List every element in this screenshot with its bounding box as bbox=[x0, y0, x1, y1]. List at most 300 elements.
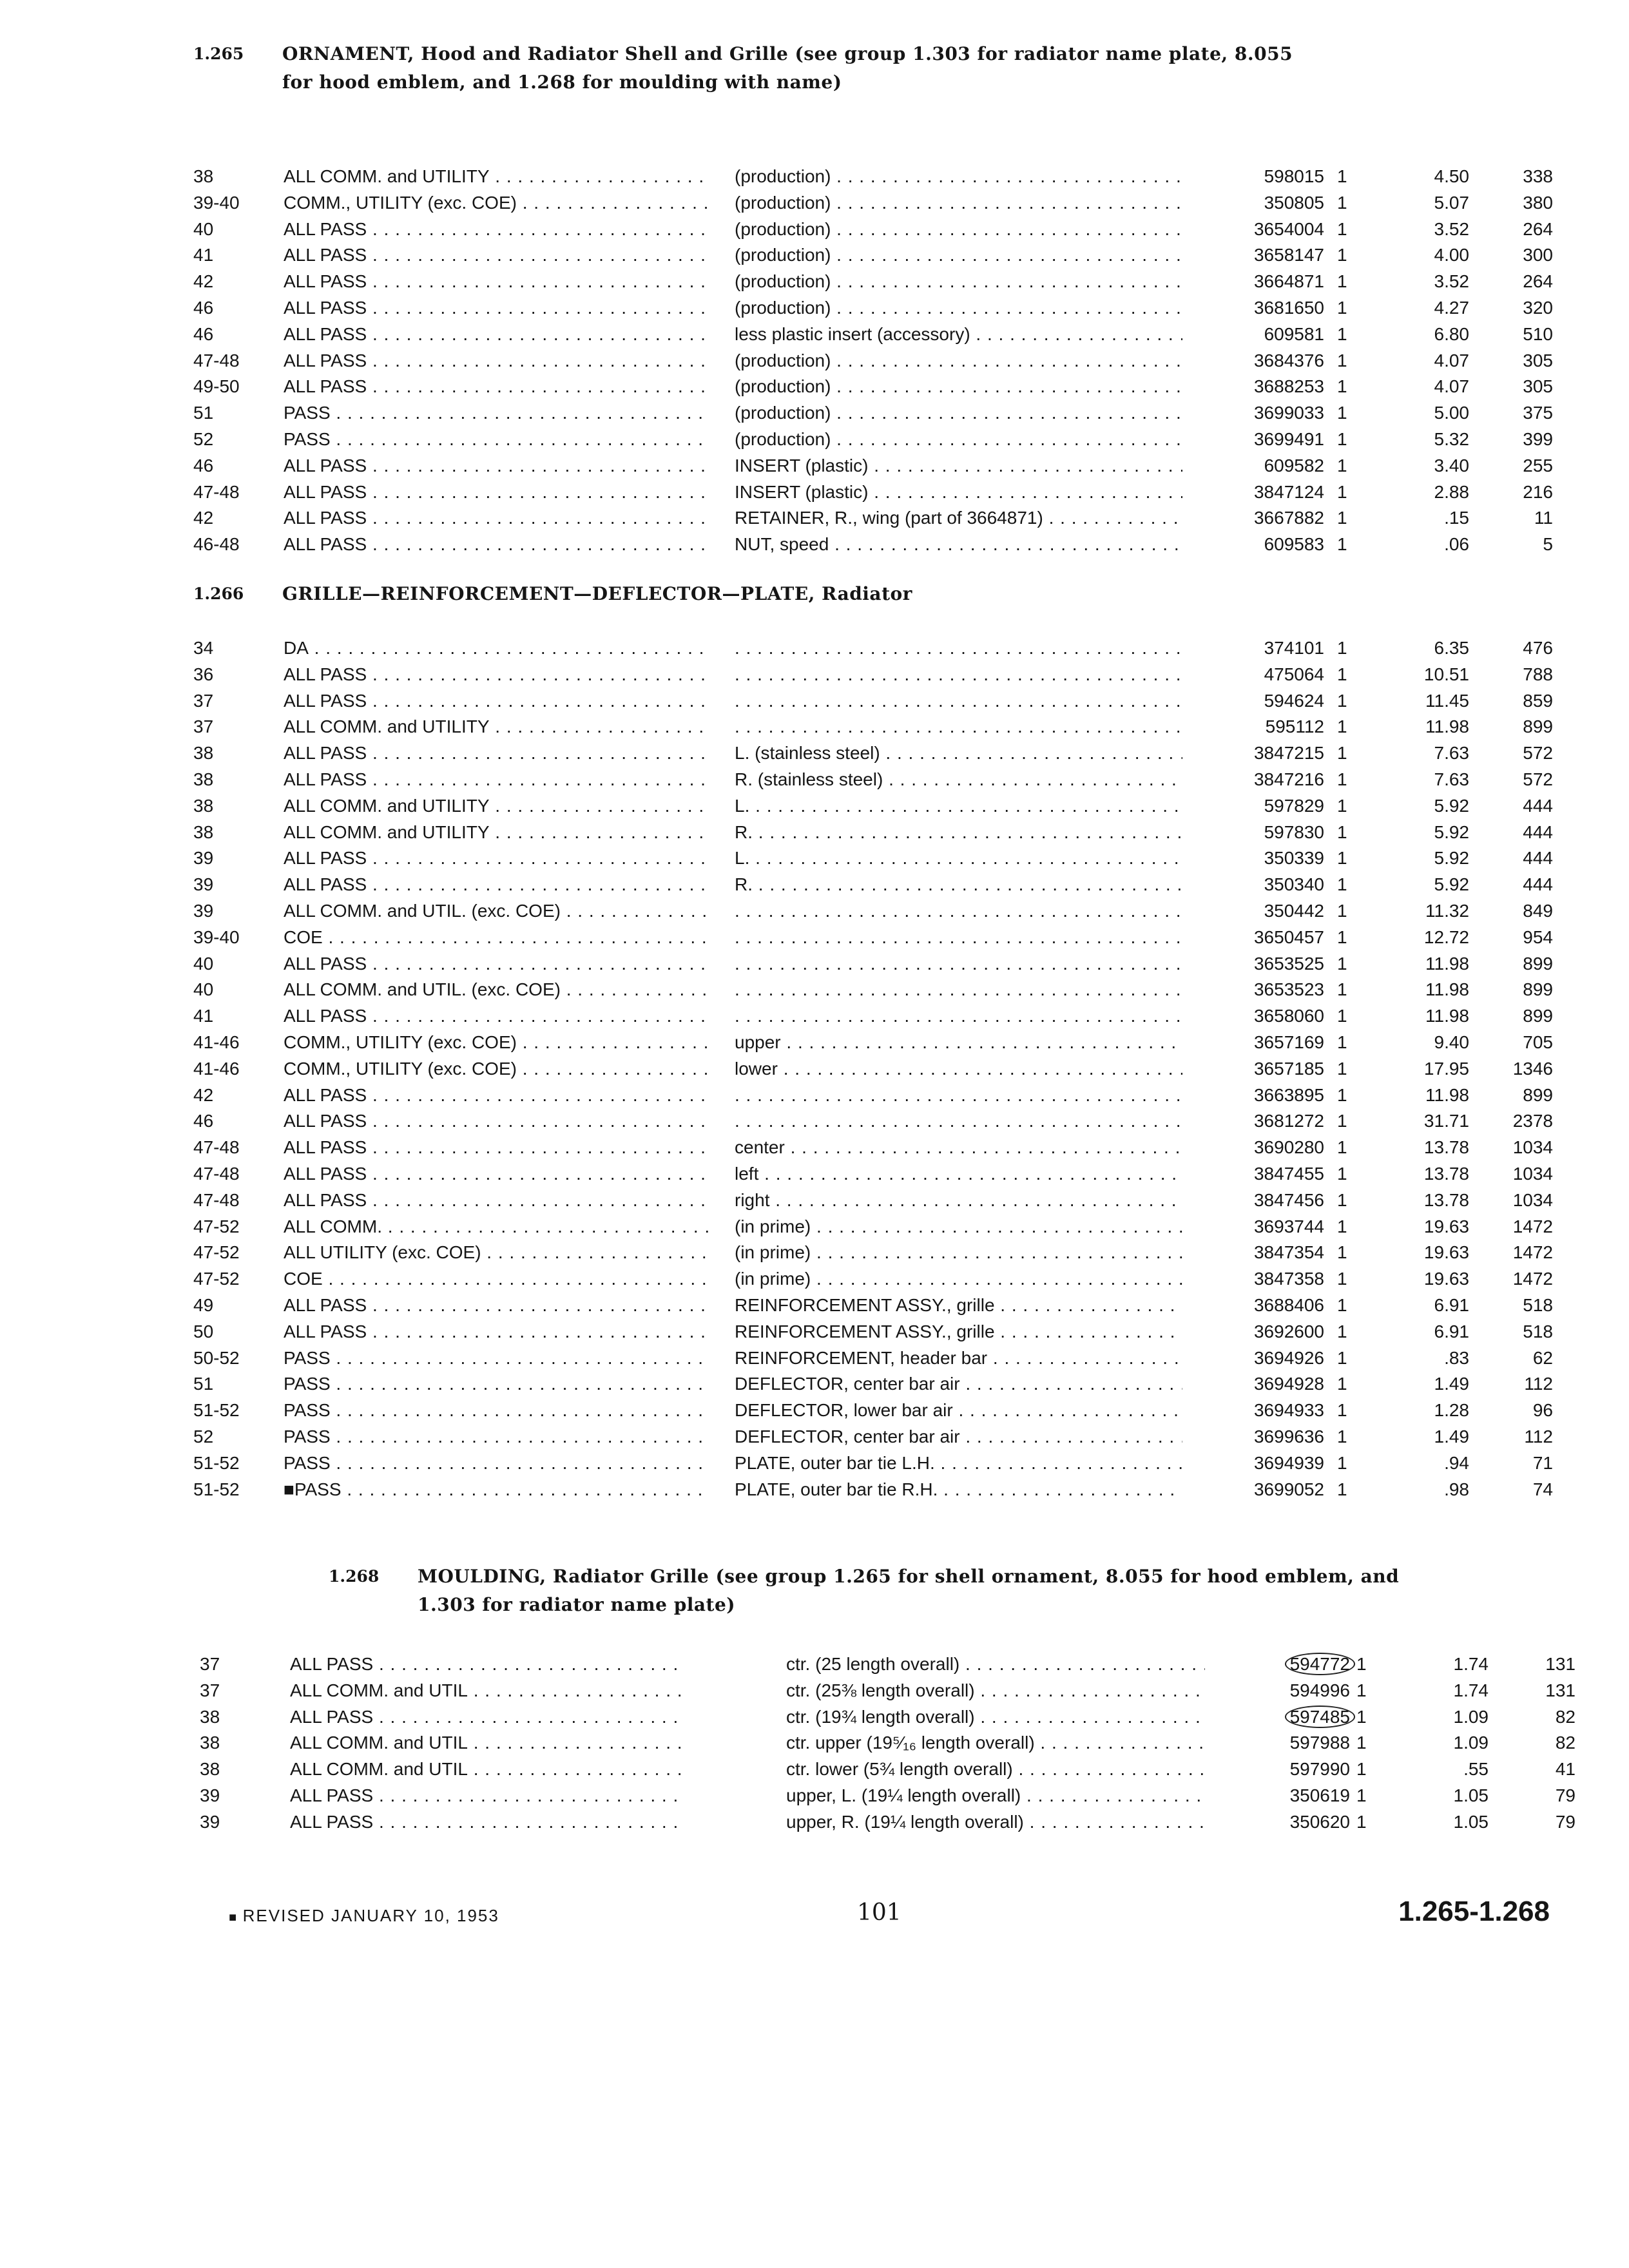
part-description: ctr. (25 length overall) . . . bbox=[786, 1651, 1205, 1678]
part-description: (production) . . . bbox=[735, 295, 1182, 322]
weight: 5 bbox=[1543, 534, 1553, 555]
table-row bbox=[193, 1266, 1553, 1293]
weight: 899 bbox=[1523, 1006, 1553, 1026]
model-year: 39 bbox=[193, 848, 214, 869]
quantity: 1 bbox=[1337, 953, 1347, 974]
model-year: 46 bbox=[193, 455, 214, 476]
model-name: COE . . . bbox=[284, 925, 709, 951]
model-year: 39 bbox=[200, 1811, 220, 1832]
model-name: ALL PASS . . . bbox=[284, 1187, 709, 1214]
part-number: 594996 bbox=[1289, 1680, 1350, 1700]
quantity: 1 bbox=[1337, 1242, 1347, 1263]
part-description bbox=[735, 925, 1182, 951]
handwritten-circle-mark: 597485 bbox=[1285, 1706, 1355, 1728]
part-number: 3653523 bbox=[1253, 979, 1324, 1000]
part-description bbox=[735, 662, 1182, 688]
part-number: 597988 bbox=[1289, 1733, 1350, 1753]
table-row bbox=[193, 872, 1553, 898]
model-name: ALL UTILITY (exc. COE) . . . bbox=[284, 1240, 709, 1266]
model-name: COMM., UTILITY (exc. COE) . . . bbox=[284, 1030, 709, 1056]
part-description: REINFORCEMENT ASSY., grille . . . bbox=[735, 1319, 1182, 1345]
table-row bbox=[193, 269, 1553, 295]
weight: 444 bbox=[1523, 795, 1553, 816]
table-row bbox=[193, 1030, 1553, 1056]
part-description: PLATE, outer bar tie L.H. . . . bbox=[735, 1450, 1182, 1477]
model-name: PASS . . . bbox=[284, 1424, 709, 1450]
list-price: .98 bbox=[1444, 1479, 1469, 1499]
section-1268 bbox=[193, 1562, 1576, 1836]
table-row bbox=[193, 242, 1553, 269]
list-price: 5.92 bbox=[1434, 822, 1469, 842]
list-price: 5.92 bbox=[1434, 848, 1469, 869]
part-number: 3847456 bbox=[1253, 1189, 1324, 1210]
list-price: 1.09 bbox=[1453, 1706, 1489, 1727]
section-number: 1.265 bbox=[193, 44, 244, 63]
list-price: 7.63 bbox=[1434, 743, 1469, 764]
quantity: 1 bbox=[1337, 690, 1347, 711]
model-year: 46 bbox=[193, 1111, 214, 1131]
part-number: 3847215 bbox=[1253, 743, 1324, 764]
quantity: 1 bbox=[1337, 1426, 1347, 1446]
weight: 899 bbox=[1523, 953, 1553, 974]
part-description: (production) . . . bbox=[735, 374, 1182, 400]
part-description: (production) . . . bbox=[735, 242, 1182, 269]
section-heading bbox=[193, 40, 1313, 97]
part-description: ctr. (19¾ length overall) . . . bbox=[786, 1704, 1205, 1731]
list-price: 6.91 bbox=[1434, 1294, 1469, 1315]
table-row bbox=[193, 1371, 1553, 1398]
section-heading bbox=[193, 580, 1313, 608]
weight: 788 bbox=[1523, 664, 1553, 684]
part-number: 595112 bbox=[1265, 716, 1324, 737]
weight: 82 bbox=[1555, 1706, 1576, 1727]
model-year: 39 bbox=[193, 874, 214, 895]
weight: 476 bbox=[1523, 638, 1553, 658]
table-row bbox=[193, 374, 1553, 400]
model-name: PASS . . . bbox=[284, 400, 709, 427]
model-name: ALL PASS . . . bbox=[284, 845, 709, 872]
model-year: 37 bbox=[193, 690, 214, 711]
list-price: .06 bbox=[1444, 534, 1469, 555]
list-price: 1.05 bbox=[1453, 1785, 1489, 1805]
part-number: 3692600 bbox=[1253, 1321, 1324, 1341]
quantity: 1 bbox=[1337, 1294, 1347, 1315]
table-row bbox=[193, 1319, 1553, 1345]
list-price: 1.49 bbox=[1434, 1426, 1469, 1446]
model-year: 38 bbox=[200, 1706, 220, 1727]
table-row bbox=[193, 635, 1553, 662]
model-name: ALL PASS . . . bbox=[284, 688, 709, 715]
model-name: ALL PASS . . . bbox=[284, 872, 709, 898]
list-price: 31.71 bbox=[1423, 1111, 1469, 1131]
model-year: 37 bbox=[200, 1680, 220, 1700]
list-price: 5.07 bbox=[1434, 192, 1469, 213]
part-number: 3699491 bbox=[1253, 428, 1324, 449]
weight: 79 bbox=[1555, 1811, 1576, 1832]
quantity: 1 bbox=[1337, 534, 1347, 555]
part-number: 3847455 bbox=[1253, 1163, 1324, 1184]
table-row bbox=[193, 400, 1553, 427]
list-price: 11.98 bbox=[1425, 716, 1469, 737]
quantity: 1 bbox=[1337, 795, 1347, 816]
weight: 444 bbox=[1523, 822, 1553, 842]
quantity: 1 bbox=[1337, 822, 1347, 842]
model-year: 38 bbox=[193, 166, 214, 186]
quantity: 1 bbox=[1337, 1400, 1347, 1421]
part-number: 3688253 bbox=[1253, 376, 1324, 397]
part-number bbox=[1221, 1704, 1350, 1731]
model-year: 41 bbox=[193, 1006, 214, 1026]
list-price: 3.52 bbox=[1434, 271, 1469, 292]
quantity: 1 bbox=[1337, 428, 1347, 449]
part-description: L. . . . bbox=[735, 793, 1182, 820]
model-name: DA . . . bbox=[284, 635, 709, 662]
model-name: ALL PASS . . . bbox=[284, 1108, 709, 1135]
model-name: ALL PASS . . . bbox=[284, 532, 709, 558]
part-number: 3658060 bbox=[1253, 1006, 1324, 1026]
list-price: 11.98 bbox=[1425, 1006, 1469, 1026]
list-price: 11.98 bbox=[1425, 1084, 1469, 1105]
quantity: 1 bbox=[1337, 1347, 1347, 1368]
part-number: 350619 bbox=[1289, 1785, 1350, 1805]
page-number: 101 bbox=[857, 1899, 901, 1926]
weight: 705 bbox=[1523, 1032, 1553, 1052]
model-name: ALL PASS . . . bbox=[284, 295, 709, 322]
quantity: 1 bbox=[1337, 376, 1347, 397]
list-price: 5.00 bbox=[1434, 403, 1469, 423]
model-year: 42 bbox=[193, 508, 214, 528]
part-description: (production) . . . bbox=[735, 216, 1182, 243]
handwritten-circle-mark: 594772 bbox=[1285, 1653, 1355, 1675]
part-number: 609581 bbox=[1264, 323, 1324, 344]
quantity: 1 bbox=[1356, 1733, 1367, 1753]
part-number: 475064 bbox=[1264, 664, 1324, 684]
part-description: ctr. lower (5¾ length overall) . . . bbox=[786, 1756, 1205, 1783]
table-row bbox=[200, 1783, 1576, 1809]
table-row bbox=[193, 740, 1553, 767]
table-row bbox=[193, 898, 1553, 925]
table-row bbox=[193, 1424, 1553, 1450]
weight: 305 bbox=[1523, 350, 1553, 370]
part-description bbox=[735, 1082, 1182, 1109]
model-name: ALL PASS . . . bbox=[284, 767, 709, 793]
model-name: PASS . . . bbox=[284, 427, 709, 453]
part-number: 3688406 bbox=[1253, 1294, 1324, 1315]
part-description: DEFLECTOR, center bar air . . . bbox=[735, 1424, 1182, 1450]
model-name: PASS . . . bbox=[284, 1345, 709, 1372]
model-year: 38 bbox=[200, 1759, 220, 1780]
part-description: center . . . bbox=[735, 1135, 1182, 1161]
list-price: 9.40 bbox=[1434, 1032, 1469, 1052]
table-row bbox=[193, 845, 1553, 872]
quantity: 1 bbox=[1337, 769, 1347, 789]
part-number: 3847354 bbox=[1253, 1242, 1324, 1263]
part-number: 3690280 bbox=[1253, 1137, 1324, 1158]
model-name: ALL PASS . . . bbox=[284, 1161, 709, 1187]
model-year: 41 bbox=[193, 245, 214, 265]
quantity: 1 bbox=[1337, 245, 1347, 265]
part-description: RETAINER, R., wing (part of 3664871) . . . bbox=[735, 505, 1182, 532]
part-description: upper, L. (19¼ length overall) . . . bbox=[786, 1783, 1205, 1809]
part-number: 350339 bbox=[1264, 848, 1324, 869]
model-year: 39-40 bbox=[193, 927, 240, 947]
list-price: .15 bbox=[1444, 508, 1469, 528]
model-year: 47-48 bbox=[193, 350, 240, 370]
model-year: 37 bbox=[200, 1654, 220, 1674]
part-number: 3847358 bbox=[1253, 1269, 1324, 1289]
weight: 380 bbox=[1523, 192, 1553, 213]
part-description: ctr. upper (19⁵⁄₁₆ length overall) . . . bbox=[786, 1730, 1205, 1756]
weight: 112 bbox=[1524, 1374, 1553, 1394]
table-row bbox=[193, 1056, 1553, 1082]
model-name: ALL COMM. and UTIL. (exc. COE) . . . bbox=[284, 898, 709, 925]
table-row bbox=[193, 793, 1553, 820]
weight: 62 bbox=[1532, 1347, 1553, 1368]
list-price: 1.49 bbox=[1434, 1374, 1469, 1394]
list-price: 13.78 bbox=[1423, 1189, 1469, 1210]
part-description: R. . . . bbox=[735, 820, 1182, 846]
list-price: 11.32 bbox=[1425, 900, 1469, 921]
model-name: PASS . . . bbox=[284, 1371, 709, 1398]
part-description bbox=[735, 714, 1182, 740]
list-price: 3.52 bbox=[1434, 218, 1469, 239]
quantity: 1 bbox=[1337, 900, 1347, 921]
list-price: .83 bbox=[1444, 1347, 1469, 1368]
weight: 41 bbox=[1555, 1759, 1576, 1780]
quantity: 1 bbox=[1337, 481, 1347, 502]
table-row bbox=[193, 714, 1553, 740]
model-year: 47-48 bbox=[193, 1137, 240, 1158]
part-number: 3699033 bbox=[1253, 403, 1324, 423]
part-number: 350620 bbox=[1289, 1811, 1350, 1832]
part-description bbox=[735, 977, 1182, 1003]
weight: 1034 bbox=[1512, 1189, 1553, 1210]
quantity: 1 bbox=[1337, 1111, 1347, 1131]
table-row bbox=[193, 453, 1553, 479]
weight: 264 bbox=[1523, 271, 1553, 292]
list-price: 2.88 bbox=[1434, 481, 1469, 502]
list-price: .55 bbox=[1463, 1759, 1489, 1780]
model-year: 51 bbox=[193, 1374, 214, 1394]
table-row bbox=[200, 1678, 1576, 1704]
weight: 899 bbox=[1523, 1084, 1553, 1105]
part-number: 3694928 bbox=[1253, 1374, 1324, 1394]
list-price: 5.92 bbox=[1434, 874, 1469, 895]
part-description bbox=[735, 1003, 1182, 1030]
section-number: 1.266 bbox=[193, 584, 244, 603]
list-price: 10.51 bbox=[1423, 664, 1469, 684]
table-row bbox=[200, 1809, 1576, 1836]
table-row bbox=[193, 348, 1553, 374]
quantity: 1 bbox=[1337, 1058, 1347, 1079]
model-year: 47-52 bbox=[193, 1216, 240, 1236]
list-price: .94 bbox=[1444, 1452, 1469, 1473]
model-name: PASS . . . bbox=[284, 1398, 709, 1424]
weight: 510 bbox=[1523, 323, 1553, 344]
table-row bbox=[193, 951, 1553, 977]
part-description: (production) . . . bbox=[735, 400, 1182, 427]
quantity: 1 bbox=[1356, 1811, 1367, 1832]
model-name: ALL PASS . . . bbox=[284, 374, 709, 400]
weight: 1346 bbox=[1512, 1058, 1553, 1079]
table-row bbox=[193, 820, 1553, 846]
part-number: 3694933 bbox=[1253, 1400, 1324, 1421]
list-price: 19.63 bbox=[1423, 1216, 1469, 1236]
quantity: 1 bbox=[1337, 927, 1347, 947]
weight: 1034 bbox=[1512, 1137, 1553, 1158]
quantity: 1 bbox=[1337, 1032, 1347, 1052]
weight: 338 bbox=[1523, 166, 1553, 186]
quantity: 1 bbox=[1337, 1321, 1347, 1341]
list-price: 4.50 bbox=[1434, 166, 1469, 186]
model-year: 46 bbox=[193, 297, 214, 318]
list-price: 1.09 bbox=[1453, 1733, 1489, 1753]
quantity: 1 bbox=[1337, 1374, 1347, 1394]
table-row bbox=[193, 479, 1553, 506]
part-number: 609582 bbox=[1264, 455, 1324, 476]
model-name: ALL PASS . . . bbox=[284, 1082, 709, 1109]
part-description: (in prime) . . . bbox=[735, 1266, 1182, 1293]
table-row bbox=[200, 1730, 1576, 1756]
part-description: DEFLECTOR, center bar air . . . bbox=[735, 1371, 1182, 1398]
section-title: GRILLE—REINFORCEMENT—DEFLECTOR—PLATE, Radiator bbox=[282, 583, 912, 604]
parts-table bbox=[193, 635, 1553, 1503]
weight: 375 bbox=[1523, 403, 1553, 423]
list-price: 5.32 bbox=[1434, 428, 1469, 449]
table-row bbox=[193, 1108, 1553, 1135]
part-description: (production) . . . bbox=[735, 269, 1182, 295]
quantity: 1 bbox=[1337, 664, 1347, 684]
part-number: 3663895 bbox=[1253, 1084, 1324, 1105]
part-description: (production) . . . bbox=[735, 190, 1182, 216]
part-number: 374101 bbox=[1264, 638, 1324, 658]
section-1266 bbox=[193, 580, 1553, 1503]
model-name: ALL PASS . . . bbox=[284, 453, 709, 479]
part-number: 350805 bbox=[1264, 192, 1324, 213]
quantity: 1 bbox=[1337, 1006, 1347, 1026]
list-price: 6.91 bbox=[1434, 1321, 1469, 1341]
weight: 518 bbox=[1523, 1321, 1553, 1341]
part-number: 3650457 bbox=[1253, 927, 1324, 947]
weight: 131 bbox=[1545, 1654, 1576, 1674]
part-description: DEFLECTOR, lower bar air . . . bbox=[735, 1398, 1182, 1424]
part-description: upper, R. (19¼ length overall) . . . bbox=[786, 1809, 1205, 1836]
model-name: ALL PASS . . . bbox=[284, 505, 709, 532]
table-row bbox=[193, 1345, 1553, 1372]
list-price: 5.92 bbox=[1434, 795, 1469, 816]
part-description: (in prime) . . . bbox=[735, 1214, 1182, 1240]
model-year: 39 bbox=[200, 1785, 220, 1805]
weight: 849 bbox=[1523, 900, 1553, 921]
model-name: ALL COMM. and UTILITY . . . bbox=[284, 820, 709, 846]
table-row bbox=[193, 1135, 1553, 1161]
list-price: 4.07 bbox=[1434, 350, 1469, 370]
quantity: 1 bbox=[1337, 1163, 1347, 1184]
weight: 572 bbox=[1523, 769, 1553, 789]
part-description: PLATE, outer bar tie R.H. . . . bbox=[735, 1477, 1182, 1503]
part-number: 3684376 bbox=[1253, 350, 1324, 370]
part-number: 3654004 bbox=[1253, 218, 1324, 239]
model-year: 52 bbox=[193, 428, 214, 449]
model-year: 41-46 bbox=[193, 1058, 240, 1079]
model-year: 36 bbox=[193, 664, 214, 684]
list-price: 4.27 bbox=[1434, 297, 1469, 318]
quantity: 1 bbox=[1337, 1216, 1347, 1236]
model-year: 47-48 bbox=[193, 481, 240, 502]
model-year: 47-52 bbox=[193, 1242, 240, 1263]
quantity: 1 bbox=[1337, 874, 1347, 895]
part-description: L. (stainless steel) . . . bbox=[735, 740, 1182, 767]
quantity: 1 bbox=[1337, 1269, 1347, 1289]
model-year: 37 bbox=[193, 716, 214, 737]
model-year: 39 bbox=[193, 900, 214, 921]
part-description: upper . . . bbox=[735, 1030, 1182, 1056]
part-number: 3664871 bbox=[1253, 271, 1324, 292]
model-name: ALL PASS . . . bbox=[284, 216, 709, 243]
part-description bbox=[735, 898, 1182, 925]
part-number: 3657169 bbox=[1253, 1032, 1324, 1052]
model-year: 51-52 bbox=[193, 1479, 240, 1499]
table-row bbox=[193, 1214, 1553, 1240]
list-price: 7.63 bbox=[1434, 769, 1469, 789]
table-row bbox=[193, 505, 1553, 532]
quantity: 1 bbox=[1337, 1084, 1347, 1105]
list-price: 19.63 bbox=[1423, 1269, 1469, 1289]
part-number: 3847124 bbox=[1253, 481, 1324, 502]
table-row bbox=[193, 295, 1553, 322]
quantity: 1 bbox=[1337, 350, 1347, 370]
weight: 112 bbox=[1524, 1426, 1553, 1446]
model-year: 51-52 bbox=[193, 1452, 240, 1473]
model-name: ALL PASS . . . bbox=[290, 1651, 683, 1678]
weight: 216 bbox=[1523, 481, 1553, 502]
part-number: 3667882 bbox=[1253, 508, 1324, 528]
part-number: 594624 bbox=[1264, 690, 1324, 711]
part-number: 3694926 bbox=[1253, 1347, 1324, 1368]
model-year: 38 bbox=[193, 822, 214, 842]
part-number: 3847216 bbox=[1253, 769, 1324, 789]
model-name: ALL PASS . . . bbox=[284, 951, 709, 977]
model-name: ALL PASS . . . bbox=[284, 479, 709, 506]
model-name: ALL PASS . . . bbox=[284, 1003, 709, 1030]
weight: 572 bbox=[1523, 743, 1553, 764]
table-row bbox=[193, 688, 1553, 715]
weight: 2378 bbox=[1512, 1111, 1553, 1131]
quantity: 1 bbox=[1356, 1654, 1367, 1674]
list-price: 11.98 bbox=[1425, 953, 1469, 974]
list-price: 11.45 bbox=[1425, 690, 1469, 711]
part-description bbox=[735, 951, 1182, 977]
part-number: 3694939 bbox=[1253, 1452, 1324, 1473]
part-description: (production) . . . bbox=[735, 348, 1182, 374]
model-name: ALL PASS . . . bbox=[284, 1319, 709, 1345]
model-year: 42 bbox=[193, 271, 214, 292]
list-price: 12.72 bbox=[1423, 927, 1469, 947]
part-number: 350442 bbox=[1264, 900, 1324, 921]
quantity: 1 bbox=[1356, 1706, 1367, 1727]
part-number: 3653525 bbox=[1253, 953, 1324, 974]
model-name: ALL PASS . . . bbox=[284, 740, 709, 767]
table-row bbox=[200, 1756, 1576, 1783]
model-year: 39-40 bbox=[193, 192, 240, 213]
quantity: 1 bbox=[1337, 1137, 1347, 1158]
quantity: 1 bbox=[1337, 166, 1347, 186]
model-name: ALL PASS . . . bbox=[290, 1783, 683, 1809]
quantity: 1 bbox=[1337, 403, 1347, 423]
part-description: (production) . . . bbox=[735, 164, 1182, 190]
part-number: 3693744 bbox=[1253, 1216, 1324, 1236]
weight: 264 bbox=[1523, 218, 1553, 239]
